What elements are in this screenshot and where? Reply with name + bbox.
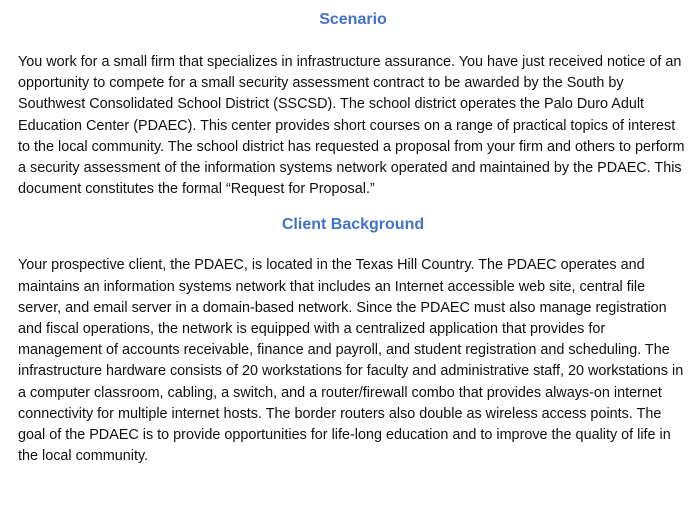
section-body-scenario: You work for a small firm that specializes in infrastructure assurance. You have just received notice of an opportunity to compete for a small security assessment contract to be awarded by the South by Southwest Consolidated School District (SSCSD). The school district operates the Palo Duro Adult Education Center (PDAEC). This center provides short courses on a range of practical topics of interest to the local community. The school district has requested a proposal from your firm and others to perform a security assessment of the information systems network operated and maintained by the PDAEC. This document constitutes the formal “Request for Proposal.”	[18, 54, 685, 198]
section-body-client-background: Your prospective client, the PDAEC, is located in the Texas Hill Country. The PDAEC operates and maintains an information systems network that includes an Internet accessible web site, central file server, and email server in a domain-based network. Since the PDAEC must also manage registration and fiscal operations, the network is equipped with a centralized application that provides for management of accounts receivable, finance and payroll, and student registration and scheduling. The infrastructure hardware consists of 20 workstations for faculty and administrative staff, 20 workstations in a computer classroom, cabling, a switch, and a router/firewall combo that provides always-on internet connectivity for multiple internet hosts. The border routers also double as wireless access points. The goal of the PDAEC is to provide opportunities for life-long education and to improve the quality of life in the local community.	[18, 257, 684, 465]
section-heading-scenario: Scenario	[319, 11, 387, 28]
section-heading-client-background: Client Background	[281, 216, 425, 234]
